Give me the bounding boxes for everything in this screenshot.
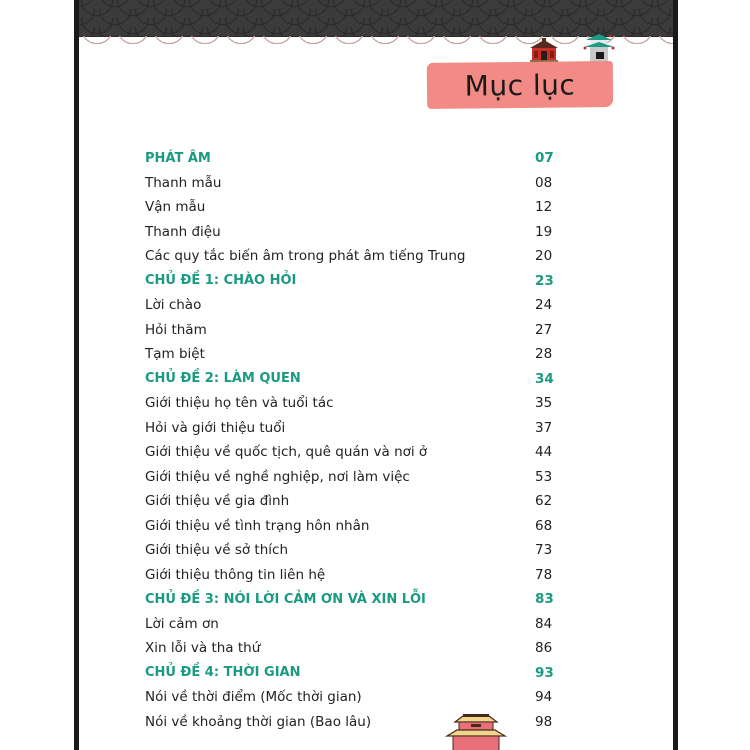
toc-page-number: 34 [535, 370, 554, 387]
toc-heading[interactable] [145, 661, 565, 686]
toc-page-number: 93 [535, 664, 554, 681]
toc-label: Tạm biệt [145, 346, 205, 363]
toc-page-number: 86 [535, 640, 553, 657]
toc-label: Xin lỗi và tha thứ [145, 640, 261, 657]
toc-page-number: 20 [535, 248, 553, 265]
toc-label: Giới thiệu họ tên và tuổi tác [145, 395, 334, 412]
toc-item[interactable] [145, 440, 565, 465]
toc-item[interactable] [145, 563, 565, 588]
toc-label: Hỏi thăm [145, 321, 207, 338]
toc-item[interactable] [145, 244, 565, 269]
toc-item[interactable] [145, 465, 565, 490]
toc-page-number: 84 [535, 615, 553, 632]
toc-label: Thanh mẫu [145, 174, 222, 191]
toc-label: Thanh điệu [145, 223, 221, 240]
toc-page-number: 27 [535, 321, 553, 338]
toc-label: Lời chào [145, 297, 202, 314]
toc-page-number: 07 [535, 150, 554, 167]
toc-item[interactable] [145, 636, 565, 661]
toc-label: Giới thiệu về quốc tịch, quê quán và nơi ở [145, 444, 428, 461]
toc-label: Vận mẫu [145, 199, 206, 216]
title-banner [427, 61, 613, 109]
toc-label: Các quy tắc biến âm trong phát âm tiếng Trung [145, 248, 466, 265]
toc-item[interactable] [145, 293, 565, 318]
toc-heading[interactable] [145, 587, 565, 612]
toc-label: Nói về thời điểm (Mốc thời gian) [145, 689, 362, 706]
toc-label: CHỦ ĐỀ 2: LÀM QUEN [145, 371, 301, 387]
toc-page-number: 28 [535, 346, 553, 363]
toc-item[interactable] [145, 514, 565, 539]
toc-heading[interactable] [145, 269, 565, 294]
toc-page-number: 68 [535, 517, 553, 534]
toc-page-number: 83 [535, 591, 554, 608]
toc-page-number: 24 [535, 297, 553, 314]
toc-label: PHÁT ÂM [145, 150, 211, 166]
toc-label: CHỦ ĐỀ 3: NÓI LỜI CẢM ƠN VÀ XIN LỖI [145, 591, 426, 607]
toc-item[interactable] [145, 220, 565, 245]
toc-heading[interactable] [145, 146, 565, 171]
table-of-contents [145, 146, 565, 734]
toc-item[interactable] [145, 318, 565, 343]
toc-label: Hỏi và giới thiệu tuổi [145, 419, 286, 436]
toc-item[interactable] [145, 195, 565, 220]
toc-page-number: 44 [535, 444, 553, 461]
toc-label: Lời cảm ơn [145, 615, 219, 632]
toc-item[interactable] [145, 391, 565, 416]
temple-icon [526, 38, 562, 62]
toc-label: CHỦ ĐỀ 1: CHÀO HỎI [145, 273, 297, 289]
toc-label: CHỦ ĐỀ 4: THỜI GIAN [145, 665, 301, 681]
toc-page-number: 35 [535, 395, 553, 412]
toc-item[interactable] [145, 489, 565, 514]
toc-heading[interactable] [145, 367, 565, 392]
pagoda-tower-icon [582, 30, 616, 64]
toc-label: Giới thiệu về tình trạng hôn nhân [145, 517, 370, 534]
toc-page-number: 37 [535, 419, 553, 436]
toc-item[interactable] [145, 416, 565, 441]
toc-label: Giới thiệu về sở thích [145, 542, 289, 559]
toc-page-number: 62 [535, 493, 553, 510]
toc-label: Giới thiệu thông tin liên hệ [145, 566, 326, 583]
toc-page-number: 78 [535, 566, 553, 583]
toc-item[interactable] [145, 342, 565, 367]
toc-page-number: 73 [535, 542, 553, 559]
toc-item[interactable] [145, 612, 565, 637]
toc-page-number: 53 [535, 468, 553, 485]
temple-bottom-icon [441, 712, 511, 750]
toc-label: Nói về khoảng thời gian (Bao lâu) [145, 713, 372, 730]
toc-item[interactable] [145, 538, 565, 563]
toc-item[interactable] [145, 171, 565, 196]
toc-item[interactable] [145, 685, 565, 710]
toc-page-number: 08 [535, 174, 553, 191]
toc-page-number: 98 [535, 713, 553, 730]
toc-page-number: 94 [535, 689, 553, 706]
toc-page-number: 23 [535, 272, 554, 289]
toc-page-number: 12 [535, 199, 553, 216]
page-title: Mục lục [464, 67, 576, 103]
toc-label: Giới thiệu về nghề nghiệp, nơi làm việc [145, 468, 410, 485]
book-page [74, 0, 678, 750]
toc-label: Giới thiệu về gia đình [145, 493, 290, 510]
toc-page-number: 19 [535, 223, 553, 240]
